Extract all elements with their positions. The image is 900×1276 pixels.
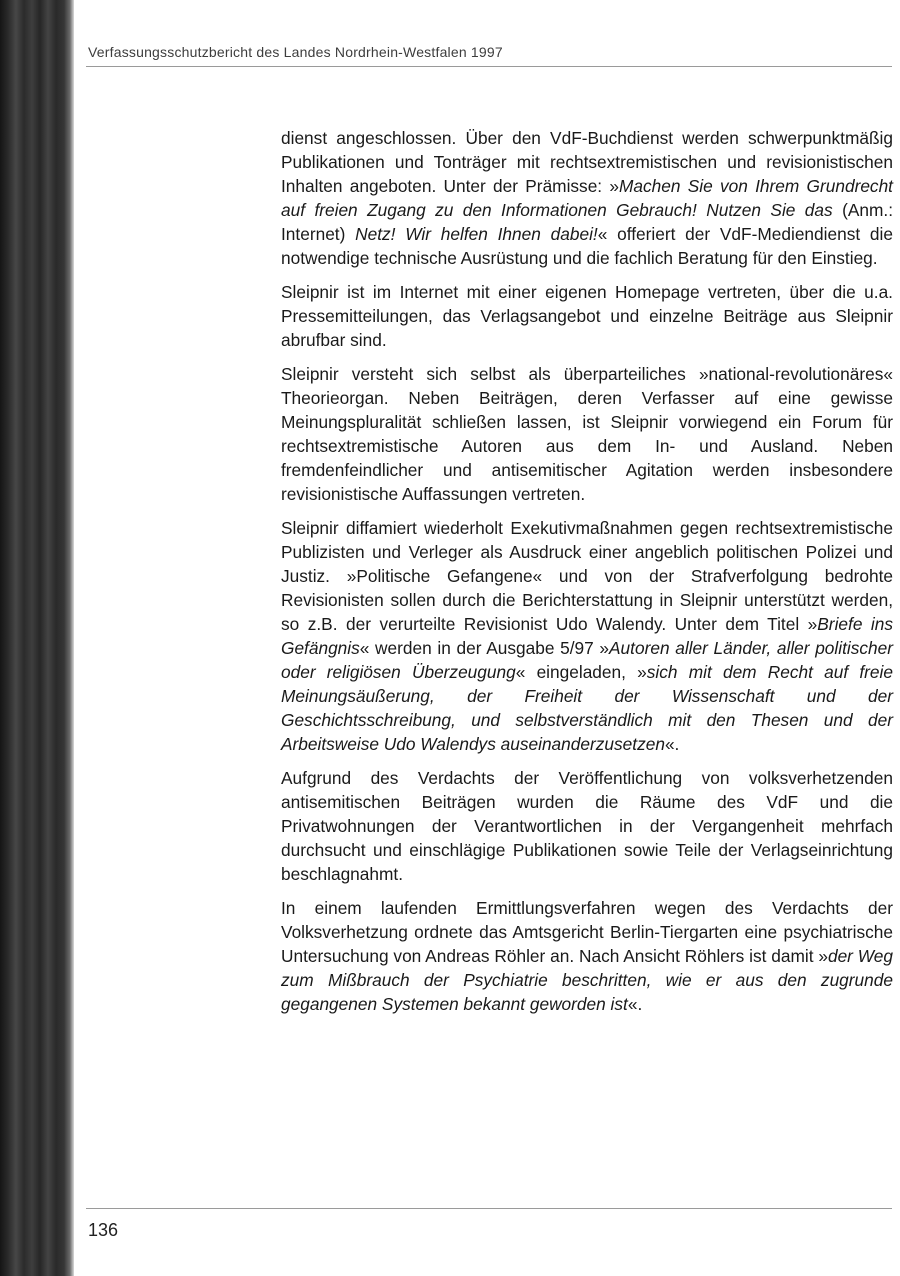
quote-italic: Netz! Wir helfen Ihnen dabei! [355,224,598,244]
text-segment: Sleipnir versteht sich selbst als überparteiliches »national-revolutionäres« Theorieorgan. Neben Beiträgen, deren Verfasser auf eine gewisse Meinungspluralität schließen lassen, ist Sleipnir vorwiegend ein Forum für rechtsextremistische Autoren aus dem In- und Ausland. Neben fremdenfeindlicher und antisemitischer Agitation werden insbesondere revisionistische Auffassungen vertreten. [281,364,893,504]
book-binding-edge [0,0,74,1276]
footer-rule [86,1208,892,1209]
text-segment: « offeriert der VdF-Mediendienst die notwendige technische Ausrüstung und die fachlich Beratung für den Einstieg. [281,224,893,268]
quote-italic: der Weg zum Mißbrauch der Psychiatrie beschritten, wie er aus den zugrunde gegangenen Systemen bekannt geworden ist [281,946,893,1014]
text-segment: dienst angeschlossen. Über den VdF-Buchdienst werden schwerpunktmäßig Publikationen und Tonträger mit rechtsextremistischen und revisionistischen Inhalten angeboten. Unter der Prämisse: » [281,128,893,196]
text-segment: Sleipnir ist im Internet mit einer eigenen Homepage vertreten, über die u.a. Pressemitteilungen, das Verlagsangebot und einzelne Beiträge aus Sleipnir abrufbar sind. [281,282,893,350]
paragraph [281,896,893,1016]
text-segment: In einem laufenden Ermittlungsverfahren wegen des Verdachts der Volksverhetzung ordnete das Amtsgericht Berlin-Tiergarten eine psychiatrische Untersuchung von Andreas Röhler an. Nach Ansicht Röhlers ist damit » [281,898,893,966]
text-segment: Aufgrund des Verdachts der Veröffentlichung von volksverhetzenden antisemitischen Beiträgen wurden die Räume des VdF und die Privatwohnungen der Verantwortlichen in der Vergangenheit mehrfach durchsucht und einschlägige Publikationen sowie Teile der Verlagseinrichtung beschlagnahmt. [281,768,893,884]
paragraph [281,766,893,886]
paragraph [281,280,893,352]
text-segment: Sleipnir diffamiert wiederholt Exekutivmaßnahmen gegen rechtsextremistische Publizisten und Verleger als Ausdruck einer angeblich politischen Polizei und Justiz. »Politische Gefangene« und von der Strafverfolgung bedrohte Revisionisten sollen durch die Berichterstattung in Sleipnir unterstützt werden, so z.B. der verurteilte Revisionist Udo Walendy. Unter dem Titel » [281,518,893,634]
quote-italic: sich mit dem Recht auf freie Meinungsäußerung, der Freiheit der Wissenschaft und der Geschichtsschreibung, und selbstverständlich mit den Thesen und der Arbeitsweise Udo Walendys auseinanderzusetzen [281,662,893,754]
body-text [281,126,893,1026]
paragraph [281,362,893,506]
text-segment: « werden in der Ausgabe 5/97 » [359,638,610,658]
quote-italic: Briefe ins Gefängnis [281,614,894,658]
header-rule [86,66,892,67]
quote-italic: Autoren aller Länder, aller politischer oder religiösen Überzeugung [281,638,893,682]
text-segment: « eingeladen, » [515,662,647,682]
quote-italic: Machen Sie von Ihrem Grundrecht auf freien Zugang zu den Informationen Gebrauch! Nutzen Sie das [281,176,893,220]
text-segment: «. [664,734,680,754]
paragraph [281,516,893,756]
page-number: 136 [88,1220,119,1240]
text-segment: (Anm.: Internet) [281,200,893,244]
text-segment: «. [627,994,643,1014]
paragraph [281,126,893,270]
running-header: Verfassungsschutzbericht des Landes Nordrhein-Westfalen 1997 [88,44,503,60]
